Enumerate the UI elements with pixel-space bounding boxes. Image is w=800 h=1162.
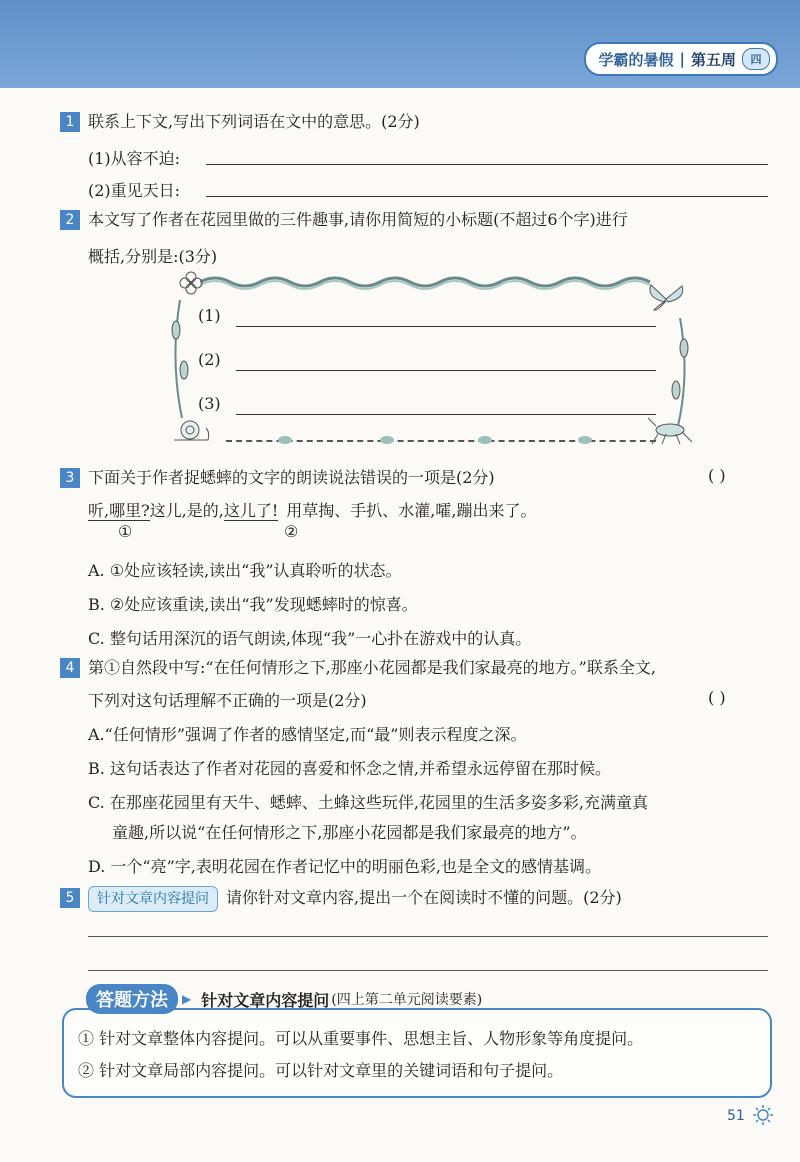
leaf-icon [578,436,592,444]
method-pill: 答题方法 [86,984,178,1014]
play-arrow-icon: ▶ [182,992,192,1006]
leaf-icon [278,436,292,444]
question-number: 3 [60,468,80,488]
q3-option-a[interactable]: A. ①处应该轻读,读出“我”认真聆听的状态。 [88,561,402,580]
method-item-1: ① 针对文章整体内容提问。可以从重要事件、思想主旨、人物形象等角度提问。 [78,1029,644,1048]
leaf-icon [478,436,492,444]
leaf-icon [380,436,394,444]
question-prompt: 联系上下文,写出下列词语在文中的意思。(2分) [88,112,420,131]
q5-answer-line-1[interactable] [88,936,768,937]
question-number: 2 [60,210,80,230]
quote-mark-2: ② [284,522,299,541]
right-vine-icon [668,318,692,428]
question-prompt: 第①自然段中写:“在任何情形之下,那座小花园都是我们家最亮的地方。”联系全文, [88,658,656,677]
page-number: 51 [727,1108,745,1124]
question-prompt-cont: 下列对这句话理解不正确的一项是(2分) [88,691,367,710]
q2-answer-line-3[interactable] [236,414,656,415]
question-prompt: 请你针对文章内容,提出一个在阅读时不懂的问题。(2分) [226,888,622,907]
skill-tag: 针对文章内容提问 [88,886,218,912]
series-title: 学霸的暑假 [598,50,674,69]
question-number: 4 [60,658,80,678]
q2-item-1-label: (1) [198,306,221,325]
header-series-pill: 学霸的暑假 | 第五周 四 [584,42,778,76]
q4-option-d[interactable]: D. 一个“亮”字,表明花园在作者记忆中的明丽色彩,也是全文的感情基调。 [88,857,601,876]
q1-item-2-label: (2)重见天日: [88,181,181,200]
left-vine-icon [168,300,192,420]
q4-option-a[interactable]: A.“任何情形”强调了作者的感情坚定,而“最”则表示程度之深。 [88,725,527,744]
method-heading: 针对文章内容提问 [201,990,330,1010]
q4-option-c-cont: 童趣,所以说“在任何情形之下,那座小花园都是我们家最亮的地方”。 [112,823,587,842]
question-number: 5 [60,888,80,908]
q4-option-c[interactable]: C. 在那座花园里有天牛、蟋蟀、土蜂这些玩伴,花园里的生活多姿多彩,充满童真 [88,793,649,812]
butterfly-icon [646,282,686,316]
method-title [86,984,482,1014]
q2-item-2-label: (2) [198,350,221,369]
method-subheading: (四上第二单元阅读要素) [331,992,483,1008]
question-prompt-cont: 概括,分别是:(3分) [88,247,218,266]
q3-option-c[interactable]: C. 整句话用深沉的语气朗读,体现“我”一心扑在游戏中的认真。 [88,629,532,648]
question-2 [60,208,628,232]
question-prompt: 本文写了作者在花园里做的三件趣事,请你用简短的小标题(不超过6个字)进行 [88,210,628,229]
quote-mark-1: ① [118,522,133,541]
question-5 [60,886,622,912]
week-label: 第五周 [690,50,736,69]
sun-icon [752,1104,774,1126]
question-number: 1 [60,112,80,132]
snail-icon [172,418,212,444]
q2-item-3-label: (3) [198,394,221,413]
question-4 [60,656,656,680]
q3-option-b[interactable]: B. ②处应该重读,读出“我”发现蟋蟀时的惊喜。 [88,595,418,614]
q3-answer-paren[interactable]: ( ) [708,466,726,485]
q1-item-1-label: (1)从容不迫: [88,149,181,168]
grade-badge: 四 [742,48,770,70]
q4-option-b[interactable]: B. 这句话表达了作者对花园的喜爱和怀念之情,并希望永远停留在那时候。 [88,759,612,778]
flower-icon [178,270,204,296]
q1-answer-line-1[interactable] [206,164,768,165]
q4-answer-paren[interactable]: ( ) [708,688,726,707]
question-prompt: 下面关于作者捉蟋蟀的文字的朗读说法错误的一项是(2分) [88,468,495,487]
question-1 [60,110,420,134]
q2-answer-line-2[interactable] [236,370,656,371]
q5-answer-line-2[interactable] [88,970,768,971]
method-item-2: ② 针对文章局部内容提问。可以针对文章里的关键词语和句子提问。 [78,1061,564,1080]
question-3 [60,466,495,490]
q3-quote: 听,哪里?这儿,是的,这儿了! 用草掏、手扒、水灌,嚯,蹦出来了。 [88,501,537,520]
method-box [62,1008,772,1098]
q2-answer-line-1[interactable] [236,326,656,327]
wave-border-decoration [200,272,660,292]
q1-answer-line-2[interactable] [206,196,768,197]
